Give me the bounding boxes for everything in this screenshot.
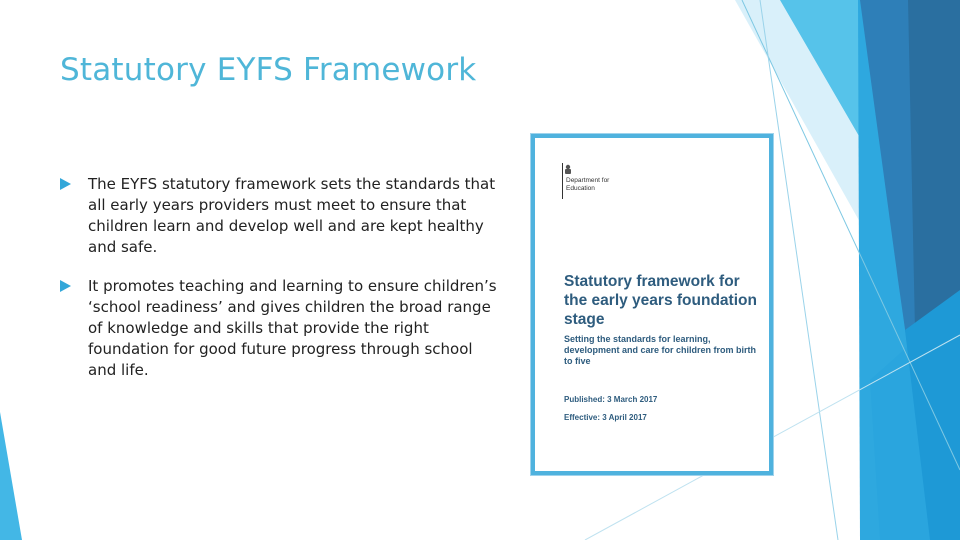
bullet-item [60,174,500,258]
bullet-text: The EYFS statutory framework sets the standards that all early years providers must meet to ensure that children learn and develop well and are kept healthy and safe. [88,175,496,256]
document-cover-image [531,134,773,475]
royal-crest-icon [563,164,573,176]
published-date: Published: 3 March 2017 [564,395,658,404]
dfe-logo-rule [562,163,563,199]
effective-date: Effective: 3 April 2017 [564,413,647,422]
document-title: Statutory framework for the early years foundation stage [564,273,757,328]
document-page [545,148,759,461]
department-name: Department for Education [566,177,610,192]
document-subtitle: Setting the standards for learning, development and care for children from birth to five [564,334,757,366]
triangle-bullet-icon [60,280,71,292]
bullet-list [60,174,500,399]
triangle-bullet-icon [60,178,71,190]
slide-title: Statutory EYFS Framework [60,52,477,88]
bullet-text: It promotes teaching and learning to ensure children’s ‘school readiness’ and gives children the broad range of knowledge and skills that provide the right foundation for good future progress through school and life. [88,277,497,379]
bullet-item [60,276,500,381]
left-edge-shape [0,412,22,540]
